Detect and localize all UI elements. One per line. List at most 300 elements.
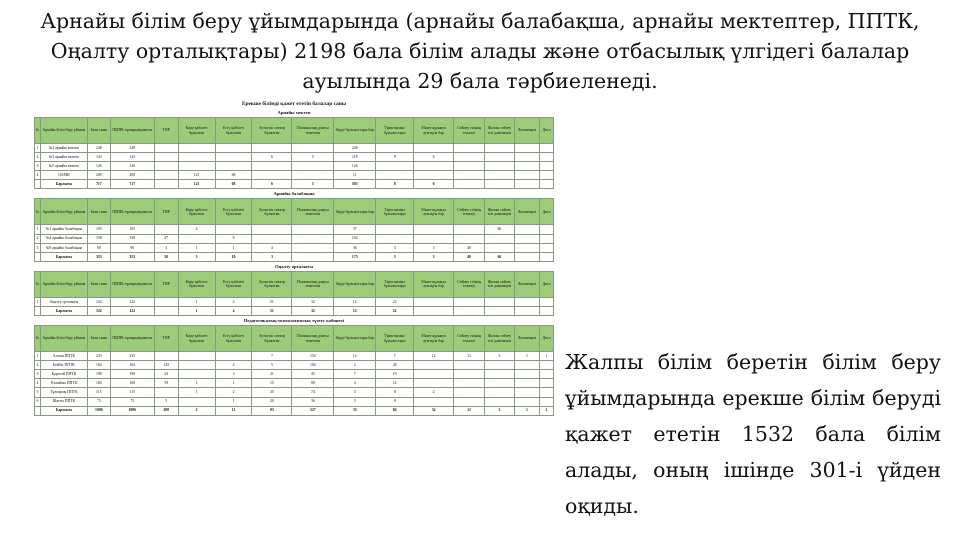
column-header: ТНР [154, 118, 178, 144]
table-cell: ОАМИ [40, 171, 87, 180]
table-row [35, 397, 554, 406]
column-header: Психикалық дамуы тежелген [292, 199, 334, 225]
table-cell [292, 225, 334, 234]
table-cell: Оңалту орталығы [40, 297, 87, 306]
table-cell [376, 144, 414, 153]
table-cell: 143 [87, 153, 110, 162]
table-cell: 3 [484, 352, 514, 361]
table-row [35, 297, 554, 306]
table-cell: 4 [215, 361, 252, 370]
table-cell [292, 234, 334, 243]
table-row [35, 361, 554, 370]
table-cell: 1 [215, 243, 252, 252]
table-cell [376, 171, 414, 180]
column-header: Мінез-құлықта ауытқуы бар [414, 118, 454, 144]
table-cell: Барлығы [40, 180, 87, 189]
table-cell: 12 [334, 306, 376, 315]
table-cell [514, 162, 539, 171]
table-row [35, 225, 554, 234]
table-cell: 158 [87, 234, 110, 243]
table-cell: 8 [376, 388, 414, 397]
column-header: ПМПК тұжырымдамасы [110, 326, 154, 352]
table-cell [292, 252, 334, 261]
table-cell: 102 [334, 234, 376, 243]
table-cell [539, 234, 553, 243]
table-cell: Барлығы [40, 306, 87, 315]
column-header: Аутистік спектр бұзылған [252, 271, 292, 297]
column-header: Арнайы білім беру ұйымы [40, 199, 87, 225]
table-cell: 66 [484, 225, 514, 234]
table-cell: 4 [215, 297, 252, 306]
column-header: Жалпы сөйлеу тілі дамымауы [484, 118, 514, 144]
column-header: Есту қабілеті бұзылған [215, 118, 252, 144]
table-cell [454, 144, 485, 153]
table-cell [454, 234, 485, 243]
column-header: Есту қабілеті бұзылған [215, 326, 252, 352]
table-cell: 8 [376, 180, 414, 189]
table-cell: 51 [252, 306, 292, 315]
table-cell [539, 144, 553, 153]
table-cell [539, 252, 553, 261]
table-cell: 1 [514, 352, 539, 361]
table-cell [414, 361, 454, 370]
table-cell [514, 306, 539, 315]
table-cell: 3 [484, 406, 514, 415]
column-header: ПМПК тұжырымдамасы [110, 271, 154, 297]
table-cell [454, 297, 485, 306]
table-cell [484, 144, 514, 153]
table-cell [215, 144, 252, 153]
table-cell [154, 352, 178, 361]
table-cell: 1 [178, 297, 215, 306]
table-cell: 143 [110, 153, 154, 162]
table-cell: 5 [154, 397, 178, 406]
column-header: Логоневроз [514, 271, 539, 297]
table-cell: 7 [252, 352, 292, 361]
table-cell: 12 [334, 352, 376, 361]
table-cell: 200 [110, 171, 154, 180]
table-cell [252, 225, 292, 234]
table-cell [539, 370, 553, 379]
table-row [35, 234, 554, 243]
table-cell: 160 [110, 379, 154, 388]
table-cell: 353 [110, 252, 154, 261]
table-cell [154, 144, 178, 153]
table-cell: 2 [414, 388, 454, 397]
table-cell [414, 306, 454, 315]
table-cell: 66 [484, 252, 514, 261]
column-header: Логоневроз [514, 118, 539, 144]
table-cell [514, 252, 539, 261]
table-cell [539, 153, 553, 162]
column-header: Дисл [539, 199, 553, 225]
table-cell [539, 379, 553, 388]
column-header: ТНР [154, 199, 178, 225]
table-cell [376, 225, 414, 234]
column-header: ПМПК тұжырымдамасы [110, 199, 154, 225]
table-cell [484, 379, 514, 388]
table-cell: 717 [110, 180, 154, 189]
table-cell: 22 [376, 297, 414, 306]
table-cell [154, 162, 178, 171]
table-cell [514, 388, 539, 397]
table-cell: 1 [35, 297, 41, 306]
column-header: Көру қабілеті бұзылған [178, 199, 215, 225]
table-cell: 3 [215, 370, 252, 379]
table-cell: 1 [178, 379, 215, 388]
table-cell: 143 [154, 361, 178, 370]
table-cell: 93 [252, 406, 292, 415]
table-cell: 105 [110, 225, 154, 234]
table-cell: 3 [376, 243, 414, 252]
table-cell: 32 [292, 297, 334, 306]
column-header: Мінез-құлықта ауытқуы бар [414, 271, 454, 297]
table-cell: 1 [35, 352, 41, 361]
table-cell [252, 162, 292, 171]
table-cell: 5 [292, 180, 334, 189]
table-row [35, 370, 554, 379]
table-row [35, 171, 554, 180]
table-cell [484, 388, 514, 397]
table-cell [154, 171, 178, 180]
table-cell: 5 [334, 397, 376, 406]
table-cell: Қарасай ППТК [40, 370, 87, 379]
table-cell [484, 162, 514, 171]
table-cell: 3 [414, 252, 454, 261]
table-cell: 353 [87, 252, 110, 261]
table-cell [154, 153, 178, 162]
table-cell: Тұлпарлы ППТК [40, 388, 87, 397]
table-cell [414, 162, 454, 171]
table-cell [539, 225, 553, 234]
table-cell: 198 [110, 370, 154, 379]
table-cell: 15 [252, 379, 292, 388]
table-cell [454, 225, 485, 234]
column-header: ТНР [154, 271, 178, 297]
section-title: Оңалту орталығы [274, 263, 314, 269]
table-cell [252, 144, 292, 153]
table-cell: 2 [35, 153, 41, 162]
column-header: Сөйлеу тілінің тежелуі [454, 326, 485, 352]
header-row [35, 271, 554, 297]
column-header: Бала саны [87, 271, 110, 297]
table-row [35, 162, 554, 171]
table-cell: 2 [178, 406, 215, 415]
table-cell: 1 [35, 225, 41, 234]
table-cell: 45 [292, 370, 334, 379]
table-cell: 34 [414, 406, 454, 415]
table-cell [514, 297, 539, 306]
table-cell: 33 [334, 406, 376, 415]
table-cell: 14 [376, 379, 414, 388]
table-row [35, 352, 554, 361]
table-cell: Барлығы [40, 252, 87, 261]
table-cell [484, 361, 514, 370]
column-header: Көру қабілеті бұзылған [178, 271, 215, 297]
table-cell: 1006 [87, 406, 110, 415]
header-row [35, 326, 554, 352]
column-header: Тірек-қимыл бұзылыстары [376, 271, 414, 297]
table-row [35, 388, 554, 397]
section-title: Арнайы мектеп [277, 110, 311, 115]
table-sections [34, 108, 554, 416]
table-cell [292, 144, 334, 153]
table-cell [154, 180, 178, 189]
header-row [35, 199, 554, 225]
table-cell: 40 [454, 252, 485, 261]
table-cell: 2 [178, 225, 215, 234]
table-cell [292, 243, 334, 252]
table-cell: 1 [539, 352, 553, 361]
table-cell: 208 [154, 406, 178, 415]
table-cell [414, 234, 454, 243]
table-cell [154, 388, 178, 397]
table-cell [484, 153, 514, 162]
table-cell [154, 297, 178, 306]
table-cell [414, 379, 454, 388]
table-cell [454, 306, 485, 315]
table-cell: 88 [292, 379, 334, 388]
table-cell [454, 171, 485, 180]
table-cell [178, 144, 215, 153]
table-cell [514, 361, 539, 370]
total-row [35, 406, 554, 415]
table-cell: 36 [292, 397, 334, 406]
table-cell: 1 [178, 243, 215, 252]
column-header: Психикалық дамуы тежелген [292, 326, 334, 352]
column-header: Есту қабілеті бұзылған [215, 271, 252, 297]
table-cell: 1 [215, 379, 252, 388]
section-title: Арнайы балабақша [273, 191, 315, 197]
statistics-table-image [34, 100, 554, 530]
table-cell [454, 379, 485, 388]
table-cell: 121 [178, 171, 215, 180]
column-header: Есту қабілеті бұзылған [215, 199, 252, 225]
table-cell [484, 234, 514, 243]
column-header: Көру қабілеті бұзылған [178, 326, 215, 352]
table-cell: 175 [334, 252, 376, 261]
table-cell [454, 180, 485, 189]
table-cell: Алтын ППТК [40, 352, 87, 361]
table-cell: 6 [414, 180, 454, 189]
table-cell: 51 [252, 297, 292, 306]
table-cell [252, 171, 292, 180]
column-header: Жалпы сөйлеу тілі дамымауы [484, 199, 514, 225]
table-cell [215, 153, 252, 162]
table-cell: 126 [87, 162, 110, 171]
table-cell: 4 [35, 171, 41, 180]
table-cell: 12 [334, 297, 376, 306]
column-header: Жалпы сөйлеу тілі дамымауы [484, 326, 514, 352]
column-header: Дисл [539, 271, 553, 297]
table-cell [454, 361, 485, 370]
table-cell: 84 [376, 406, 414, 415]
table-cell: 21 [252, 370, 292, 379]
table-cell [539, 397, 553, 406]
table-cell [178, 361, 215, 370]
column-header: Арнайы білім беру ұйымы [40, 326, 87, 352]
table-cell: 74 [292, 388, 334, 397]
table-cell: 200 [87, 171, 110, 180]
table-cell [292, 171, 334, 180]
table-cell [514, 234, 539, 243]
column-header: Арнайы білім беру ұйымы [40, 271, 87, 297]
table-cell [514, 171, 539, 180]
column-header: Логоневроз [514, 199, 539, 225]
table-cell: 503 [334, 180, 376, 189]
table-cell [178, 153, 215, 162]
column-header: Мінез-құлықта ауытқуы бар [414, 326, 454, 352]
table-cell: 12 [454, 352, 485, 361]
column-header: Сөйлеу тілінің тежелуі [454, 271, 485, 297]
table-cell: 32 [292, 306, 334, 315]
column-header: Психикалық дамуы тежелген [292, 118, 334, 144]
table-cell: 5 [292, 153, 334, 162]
table-cell: 122 [110, 306, 154, 315]
table-cell [215, 225, 252, 234]
column-header: Зерде бұзылыстары бар [334, 271, 376, 297]
table-cell: 121 [178, 180, 215, 189]
column-header: Аутистік спектр бұзылған [252, 326, 292, 352]
table-cell: 164 [110, 361, 154, 370]
table-cell: 3 [414, 243, 454, 252]
table-cell: №5 арнайы мектеп [40, 162, 87, 171]
table-cell [178, 352, 215, 361]
table-cell: 39 [154, 379, 178, 388]
table-cell: 154 [292, 352, 334, 361]
table-cell [414, 297, 454, 306]
table-cell [215, 162, 252, 171]
table-cell: 6 [414, 153, 454, 162]
table-cell: 4 [334, 379, 376, 388]
column-header: № [35, 326, 41, 352]
table-row [35, 144, 554, 153]
table-cell [514, 144, 539, 153]
table-cell [292, 162, 334, 171]
table-cell [178, 397, 215, 406]
column-header: ПМПК тұжырымдамасы [110, 118, 154, 144]
column-header: Аутистік спектр бұзылған [252, 199, 292, 225]
table-cell [484, 180, 514, 189]
table-cell: Бейбіт ППТК [40, 361, 87, 370]
table-cell: 102 [292, 361, 334, 370]
section-table [34, 325, 554, 416]
table-cell [539, 171, 553, 180]
table-cell: Барлығы [40, 406, 87, 415]
table-cell: Шатты ППТК [40, 397, 87, 406]
column-header: Көру қабілеті бұзылған [178, 118, 215, 144]
column-header: Бала саны [87, 118, 110, 144]
table-cell [454, 153, 485, 162]
table-cell: 126 [110, 162, 154, 171]
table-cell: 122 [110, 297, 154, 306]
table-cell: 20 [252, 397, 292, 406]
table-row [35, 379, 554, 388]
section-table [34, 198, 554, 261]
table-cell [514, 243, 539, 252]
table-cell [376, 162, 414, 171]
table-cell: 10 [215, 252, 252, 261]
table-cell: 1 [539, 406, 553, 415]
table-cell [414, 397, 454, 406]
table-cell [539, 361, 553, 370]
table-cell: 122 [87, 306, 110, 315]
table-cell [484, 243, 514, 252]
table-cell: 12 [414, 352, 454, 361]
section-table [34, 117, 554, 189]
table-cell [514, 180, 539, 189]
table-cell: 1 [514, 406, 539, 415]
table-cell [514, 370, 539, 379]
table-row [35, 153, 554, 162]
table-cell: 105 [87, 225, 110, 234]
table-cell: 3 [376, 252, 414, 261]
table-cell: 8 [376, 397, 414, 406]
table-cell: №8 арнайы балабақша [40, 243, 87, 252]
table-cell: 75 [110, 397, 154, 406]
table-cell: 3 [334, 388, 376, 397]
table-cell: 1 [35, 144, 41, 153]
table-cell: 248 [110, 144, 154, 153]
table-cell: 68 [215, 171, 252, 180]
section-table [34, 271, 554, 316]
table-cell: 40 [454, 243, 485, 252]
table-cell [215, 352, 252, 361]
table-cell: 37 [334, 225, 376, 234]
column-header: Дисл [539, 118, 553, 144]
table-cell: 118 [334, 153, 376, 162]
column-header: Зерде бұзылыстары бар [334, 199, 376, 225]
table-cell [514, 225, 539, 234]
slide-heading: Арнайы білім беру ұйымдарында (арнайы балабақша, арнайы мектептер, ППТК, Оңалту орталықтары) 2198 бала білім алады және отбасылық үлгідегі балалар ауылында 29 бала тәрбиеленеді. [40, 9, 920, 93]
table-cell [539, 388, 553, 397]
table-cell [414, 144, 454, 153]
table-cell: 2 [215, 388, 252, 397]
table-cell: 164 [87, 361, 110, 370]
column-header: Логоневроз [514, 326, 539, 352]
column-header: Тірек-қимыл бұзылыстары [376, 199, 414, 225]
table-cell: 34 [154, 370, 178, 379]
table-cell [484, 171, 514, 180]
column-header: Арнайы білім беру ұйымы [40, 118, 87, 144]
table-cell: 115 [110, 388, 154, 397]
table-cell: 11 [215, 406, 252, 415]
column-header: Сөйлеу тілінің тежелуі [454, 118, 485, 144]
table-cell [539, 297, 553, 306]
column-header: Зерде бұзылыстары бар [334, 118, 376, 144]
table-cell: 4 [215, 306, 252, 315]
table-cell: 5 [35, 388, 41, 397]
table-cell: 126 [334, 162, 376, 171]
table-cell: 1 [178, 388, 215, 397]
table-cell: 3 [178, 252, 215, 261]
table-cell [539, 306, 553, 315]
table-cell [414, 171, 454, 180]
table-cell: 47 [154, 234, 178, 243]
table-cell [178, 162, 215, 171]
table-cell: 2 [35, 361, 41, 370]
table-row [35, 243, 554, 252]
table-cell [154, 306, 178, 315]
table-cell: 90 [87, 243, 110, 252]
table-cell: №1 арнайы балабақша [40, 225, 87, 234]
column-header: Тірек-қимыл бұзылыстары [376, 118, 414, 144]
table-cell [454, 388, 485, 397]
table-cell: 1 [178, 306, 215, 315]
table-cell: 11 [334, 171, 376, 180]
table-cell [454, 397, 485, 406]
table-cell [539, 243, 553, 252]
